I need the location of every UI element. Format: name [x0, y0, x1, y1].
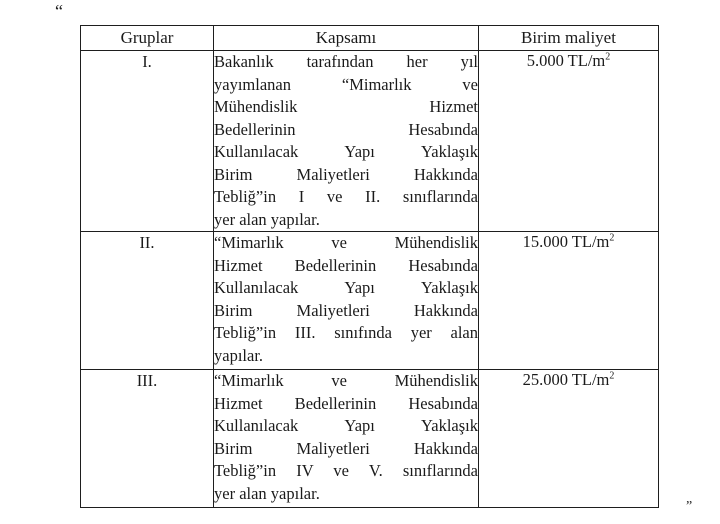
unit-cost-exponent: 2: [609, 232, 615, 244]
scope-line: “Mimarlık ve Mühendislik: [214, 371, 478, 390]
closing-quote-mark: ”: [686, 499, 693, 514]
header-unit-cost: Birim maliyet: [479, 26, 659, 51]
table-row: [81, 370, 659, 508]
scope-line: Bakanlık tarafından her yıl: [214, 52, 478, 71]
unit-cost-cell: [479, 370, 659, 508]
scope-line: Kullanılacak Yapı Yaklaşık: [214, 142, 478, 161]
scope-line: Tebliğ”in III. sınıfında yer alan: [214, 323, 478, 342]
scope-cell: [214, 370, 479, 508]
table-row: [81, 232, 659, 370]
header-groups: Gruplar: [81, 26, 214, 51]
opening-quote-mark: “: [55, 1, 63, 21]
scope-line: Birim Maliyetleri Hakkında: [214, 164, 478, 184]
scope-line: Bedellerinin Hesabında: [214, 119, 478, 139]
scope-line: yayımlanan “Mimarlık ve: [214, 74, 478, 94]
unit-cost-cell: [479, 232, 659, 370]
scope-line: Hizmet Bedellerinin Hesabında: [214, 393, 478, 413]
scope-line: yer alan yapılar.: [214, 209, 320, 229]
scope-line: yapılar.: [214, 345, 264, 365]
header-scope: Kapsamı: [214, 26, 479, 51]
scope-line: Mühendislik Hizmet: [214, 97, 478, 116]
unit-cost-value: 15.000 TL/m: [522, 232, 610, 251]
unit-cost-exponent: 2: [605, 51, 611, 63]
scope-line: Birim Maliyetleri Hakkında: [214, 300, 478, 320]
unit-cost-value: 25.000 TL/m: [522, 370, 610, 389]
scope-line: Tebliğ”in IV ve V. sınıflarında: [214, 461, 478, 480]
unit-cost-exponent: 2: [609, 370, 615, 382]
table-row: [81, 51, 659, 232]
scope-line: Hizmet Bedellerinin Hesabında: [214, 255, 478, 275]
group-cell: II.: [81, 232, 214, 370]
table-header-row: [81, 26, 659, 51]
unit-cost-value: 5.000 TL/m: [526, 51, 606, 70]
unit-cost-cell: [479, 51, 659, 232]
scope-line: Kullanılacak Yapı Yaklaşık: [214, 278, 478, 297]
scope-cell: [214, 51, 479, 232]
group-cell: III.: [81, 370, 214, 508]
scope-line: Kullanılacak Yapı Yaklaşık: [214, 416, 478, 435]
group-cell: I.: [81, 51, 214, 232]
scope-cell: [214, 232, 479, 370]
scope-line: Birim Maliyetleri Hakkında: [214, 438, 478, 458]
scope-line: Tebliğ”in I ve II. sınıflarında: [214, 187, 478, 206]
scope-line: yer alan yapılar.: [214, 483, 320, 503]
unit-cost-table: [80, 25, 659, 508]
scope-line: “Mimarlık ve Mühendislik: [214, 233, 478, 252]
